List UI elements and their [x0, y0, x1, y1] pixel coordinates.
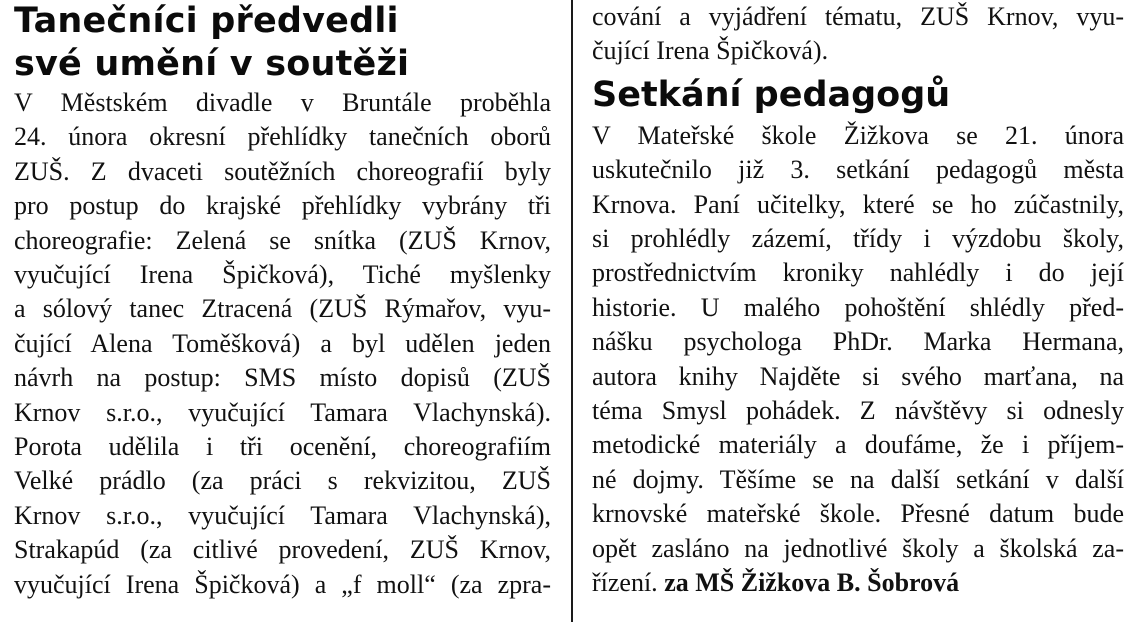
headline-line: Tanečníci předvedli: [14, 1, 399, 41]
body-line: Velké prádlo (za práci s rekvizitou, ZUŠ: [14, 466, 551, 496]
body-line: vyučující Irena Špičková), Tiché myšlenky: [14, 260, 551, 290]
body-line: si prohlédly zázemí, třídy i výzdobu školy,: [592, 224, 1124, 254]
body-line: V Mateřské škole Žižkova se 21. února: [592, 120, 1124, 150]
body-line: Krnova. Paní učitelky, které se ho zúčastnily,: [592, 189, 1124, 219]
body-line: né dojmy. Těšíme se na další setkání v další: [592, 464, 1124, 494]
body-line: Krnov s.r.o., vyučující Tamara Vlachynská).: [14, 397, 551, 427]
body-line: choreografie: Zelená se snítka (ZUŠ Krnov,: [14, 225, 551, 255]
article-left-body: [14, 86, 551, 602]
body-line: autora knihy Najděte si svého marťana, na: [592, 361, 1124, 391]
body-line: cování a vyjádření tématu, ZUŠ Krnov, vyu-: [592, 2, 1124, 31]
article-left: [14, 0, 551, 602]
body-line: nášku psychologa PhDr. Marka Hermana,: [592, 327, 1124, 357]
column-divider: [571, 0, 573, 622]
body-line: opět zasláno na jednotlivé školy a školská za-: [592, 533, 1124, 563]
body-line: a sólový tanec Ztracená (ZUŠ Rýmařov, vyu-: [14, 294, 551, 324]
body-line: historie. U malého pohoštění shlédly před-: [592, 292, 1124, 322]
article-right-body: [592, 119, 1124, 601]
body-line-text: řízení.: [592, 568, 658, 598]
article-right-headline: Setkání pedagogů: [592, 74, 951, 115]
body-line: ZUŠ. Z dvaceti soutěžních choreografií byly: [14, 156, 551, 186]
article-right: [592, 0, 1124, 601]
body-line: metodické materiály a doufáme, že i příjem-: [592, 430, 1124, 460]
body-line-final: [592, 566, 1124, 600]
author-signature: za MŠ Žižkova B. Šobrová: [664, 568, 960, 598]
body-line: vyučující Irena Špičková) a „f moll“ (za zpra-: [14, 569, 551, 599]
body-line: čující Irena Špičková).: [592, 36, 829, 66]
body-line: návrh na postup: SMS místo dopisů (ZUŠ: [14, 363, 551, 393]
body-line: V Městském divadle v Bruntále proběhla: [14, 88, 551, 117]
body-line: Porota udělila i tři ocenění, choreografiím: [14, 432, 551, 462]
body-line: téma Smysl pohádek. Z návštěvy si odnesly: [592, 396, 1124, 426]
body-line: prostřednictvím kroniky nahlédly i do její: [592, 258, 1124, 288]
body-line: 24. února okresní přehlídky tanečních oborů: [14, 122, 551, 152]
body-line: pro postup do krajské přehlídky vybrány tři: [14, 191, 551, 221]
body-line: uskutečnilo již 3. setkání pedagogů města: [592, 155, 1124, 185]
body-line: krnovské mateřské škole. Přesné datum bude: [592, 499, 1124, 529]
article-left-headline: [14, 0, 551, 86]
article-left-continuation: [592, 0, 1124, 69]
body-line: Krnov s.r.o., vyučující Tamara Vlachynská),: [14, 500, 551, 530]
body-line: čující Alena Toměšková) a byl udělen jeden: [14, 328, 551, 358]
headline-line: své umění v soutěži: [14, 44, 410, 84]
body-line: Strakapúd (za citlivé provedení, ZUŠ Krnov,: [14, 535, 551, 565]
